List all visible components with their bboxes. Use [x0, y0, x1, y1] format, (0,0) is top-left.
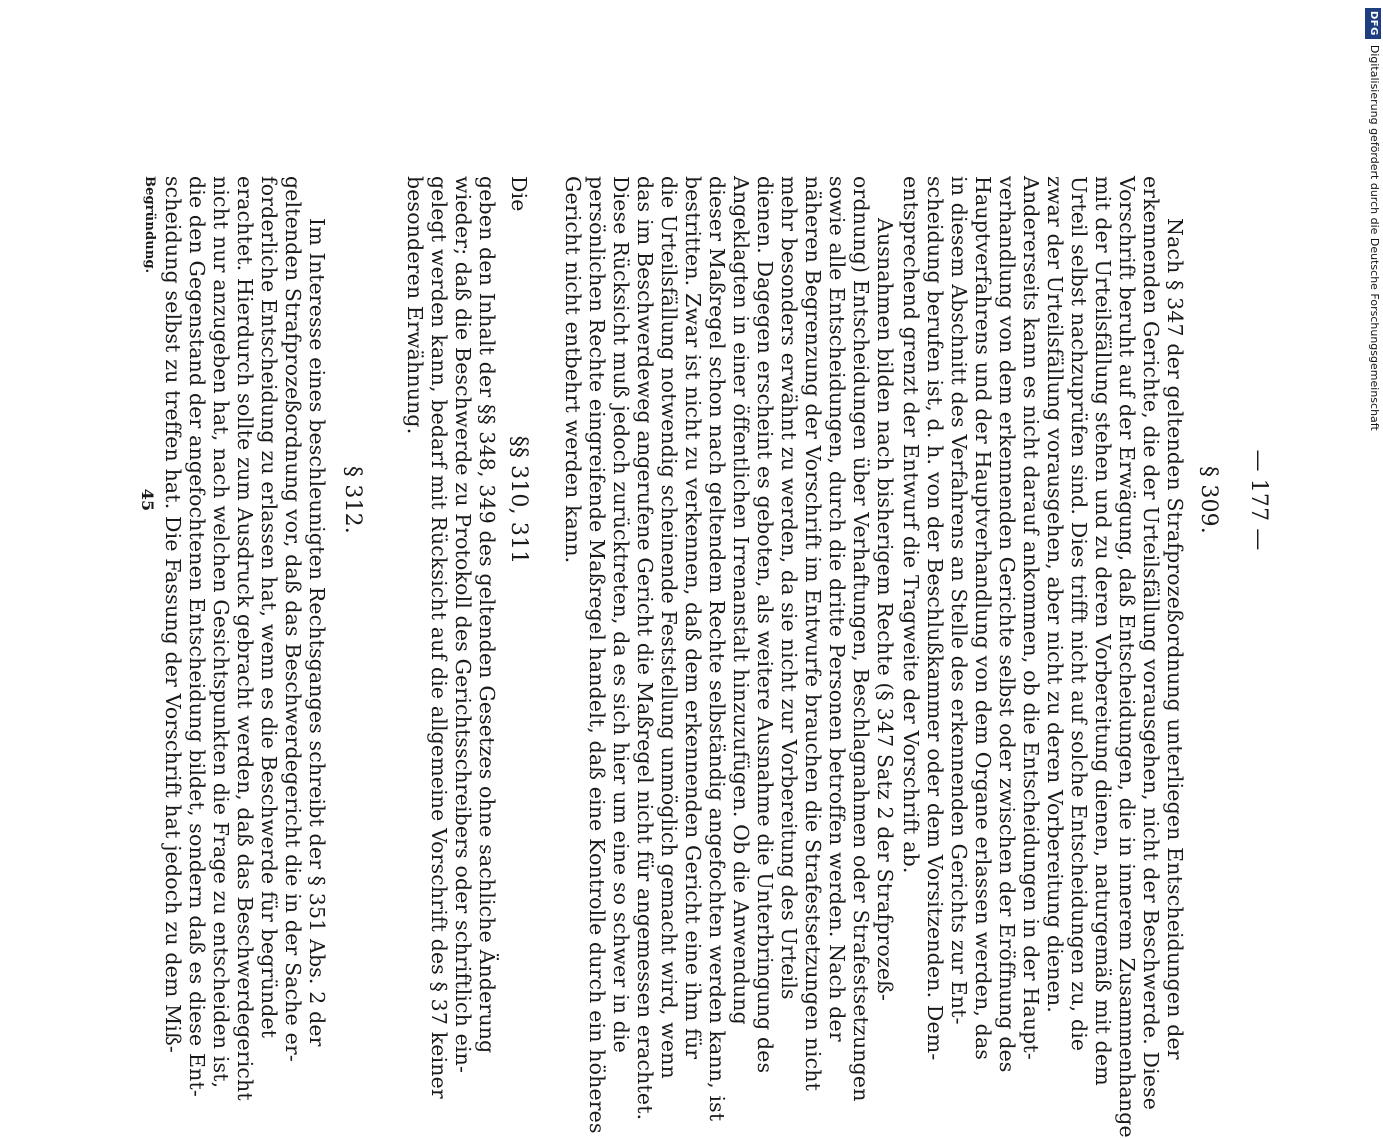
page-header: — 177 —: [1246, 449, 1271, 551]
text-line: persönlichen Rechte eingreifende Maßregel handelt, daß eine Kontrolle durch ein höheres: [585, 176, 609, 1134]
section-heading-312: § 312.: [340, 466, 365, 534]
text-line: geben den Inhalt der §§ 348, 349 des geltenden Gesetzes ohne sachliche Änderung: [475, 176, 499, 1054]
section-heading-prefix: Die: [507, 176, 531, 212]
text-line: dienen. Dagegen erscheint es geboten, als weitere Ausnahme die Unterbringung des: [753, 176, 777, 1074]
section-heading-309: § 309.: [1196, 466, 1221, 534]
footer-signature: Begründung.: [142, 176, 157, 274]
text-line: mit der Urteilsfällung stehen und zu deren Vorbereitung dienen, naturgemäß mit dem: [1091, 176, 1115, 1086]
text-line: forderliche Entscheidung zu erlassen hat, wenn es die Beschwerde für begründet: [257, 176, 281, 1039]
text-line: scheidung berufen ist, d. h. von der Beschlußkammer oder dem Vorsitzenden. Dem-: [923, 176, 947, 1061]
text-line: in diesem Abschnitt des Verfahrens an Stelle des erkennenden Gerichts zur Ent-: [947, 176, 971, 1025]
text-line: das im Beschwerdeweg angerufene Gericht die Maßregel nicht für angemessen erachtet.: [633, 176, 657, 1121]
text-line: ordnung) Entscheidungen über Verhaftungen, Beschlagnahmen oder Strafestsetzungen: [849, 176, 873, 1102]
text-line: näheren Begrenzung der Vorschrift im Entwurfe brauchen die Strafestsetzungen nicht: [801, 176, 825, 1091]
text-line: sowie alle Entscheidungen, durch die dritte Personen betroffen werden. Nach der: [825, 176, 849, 1042]
digitization-stamp-text: Digitalisierung gefördert durch die Deutsche Forschungsgemeinschaft: [1368, 44, 1381, 431]
text-line: Diese Rücksicht muß jedoch zurücktreten, da es sich hier um eine so schwer in die: [609, 176, 633, 1054]
text-line: die den Gegenstand der angefochtenen Entscheidung bildet, sondern daß es diese Ent-: [185, 176, 209, 1097]
text-line: Vorschrift beruht auf der Erwägung, daß Entscheidungen, die in innerem Zusammenhange: [1115, 176, 1139, 1138]
text-line: erkennenden Gerichte, die der Urteilsfällung vorausgehen, nicht der Beschwerde. Diese: [1139, 176, 1163, 1111]
text-line: scheidung selbst zu treffen hat. Die Fassung der Vorschrift hat jedoch zu dem Miß-: [161, 176, 185, 1053]
text-line: nicht nur anzugeben hat, nach welchen Gesichtspunkten die Frage zu entscheiden ist,: [209, 176, 233, 1089]
text-line: dieser Maßregel schon nach geltendem Rechte selbständig angefochten werden kann, ist: [705, 176, 729, 1122]
footer-sheet-number: 45: [138, 488, 157, 512]
text-line: erachtet. Hierdurch sollte zum Ausdruck gebracht werden, daß das Beschwerdegericht: [233, 176, 257, 1101]
text-line: verhandlung von dem erkennenden Gerichte selbst oder zwischen der Eröffnung des: [995, 176, 1019, 1073]
section-heading-310-311: §§ 310, 311: [506, 435, 531, 565]
text-line: Im Interesse eines beschleunigten Rechtsganges schreibt der § 351 Abs. 2 der: [305, 218, 329, 1047]
text-line: besonderen Erwähnung.: [403, 176, 427, 435]
text-line: Nach § 347 der geltenden Strafprozeßordnung unterliegen Entscheidungen der: [1163, 218, 1187, 1060]
text-line: wieder; daß die Beschwerde zu Protokoll des Gerichtsschreibers oder schriftlich ein-: [451, 176, 475, 1074]
text-line: Angeklagten in einer öffentlichen Irrenanstalt hinzuzufügen. Ob die Anwendung: [729, 176, 753, 1025]
text-line: Ausnahmen bilden nach bisherigem Rechte (§ 347 Satz 2 der Strafprozeß-: [873, 218, 897, 1002]
dfg-logo: DFG: [1365, 8, 1381, 39]
text-line: Andererseits kann es nicht darauf ankommen, ob die Entscheidungen in der Haupt-: [1019, 176, 1043, 1060]
text-line: gelegt werden kann, bedarf mit Rücksicht auf die allgemeine Vorschrift des § 37 keiner: [427, 176, 451, 1099]
text-line: entsprechend grenzt der Entwurf die Tragweite der Vorschrift ab.: [899, 176, 923, 874]
text-line: Hauptverfahrens und der Hauptverhandlung von dem Organe erlassen werden, das: [971, 176, 995, 1060]
text-line: Gericht nicht entbehrt werden kann.: [561, 176, 585, 564]
text-line: bestritten. Zwar ist nicht zu verkennen, daß dem erkennenden Gericht eine ihm für: [681, 176, 705, 1060]
digitization-stamp: [1366, 8, 1382, 992]
text-line: mehr besonders erwähnt zu werden, da sie nicht zur Vorbereitung des Urteils: [777, 176, 801, 1000]
text-line: zwar der Urteilsfällung vorausgehen, aber nicht zu deren Vorbereitung dienen.: [1043, 176, 1067, 1013]
text-line: die Urteilsfällung notwendig scheinende Feststellung unmöglich gemacht wird, wenn: [657, 176, 681, 1079]
text-line: geltenden Strafprozeßordnung vor, daß das Beschwerdegericht die in der Sache er-: [281, 176, 305, 1062]
text-line: Urteil selbst nachzuprüfen sind. Dies trifft nicht auf solche Entscheidungen zu, die: [1067, 176, 1091, 1052]
